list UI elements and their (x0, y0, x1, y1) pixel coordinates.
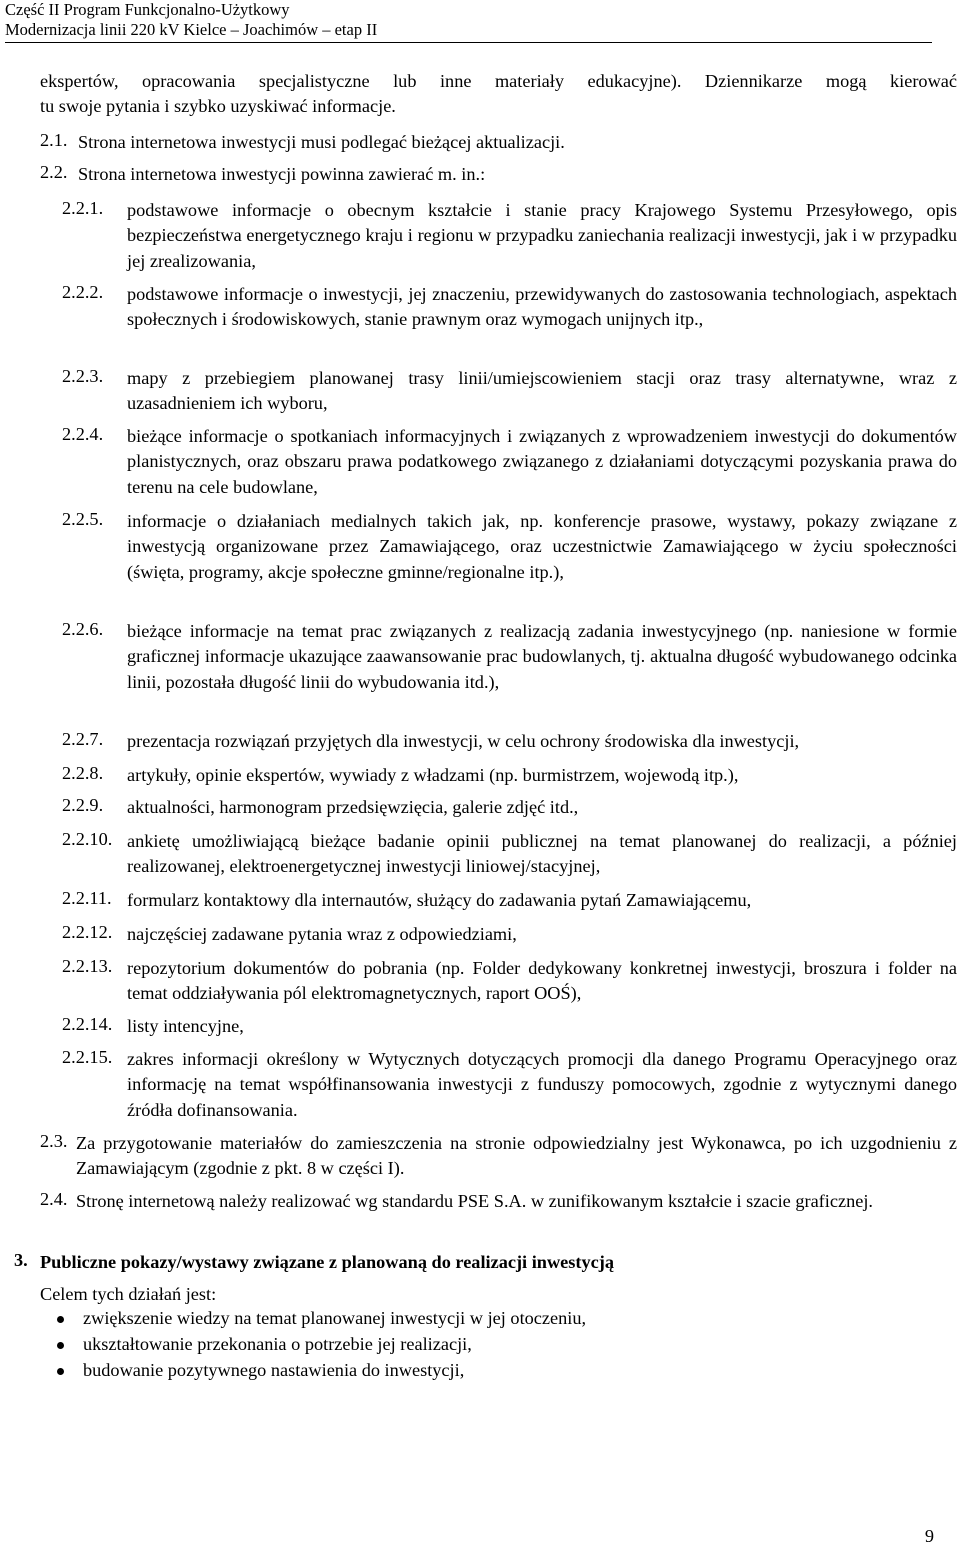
item-text: Strona internetowa inwestycji musi podlegać bieżącej aktualizacji. (78, 132, 565, 152)
subitem-number: 2.2.11. (62, 888, 112, 908)
intro-line-2: tu swoje pytania i szybko uzyskiwać informacje. (40, 96, 396, 116)
subitem-number: 2.2.2. (62, 282, 104, 302)
item-text: Za przygotowanie materiałów do zamieszczenia na stronie odpowiedzialny jest Wykonawca, po ich uzgodnieniu z Zamawiającym (zgodnie z pkt. 8 w części I). (76, 1133, 957, 1179)
subitem-number: 2.2.13. (62, 956, 113, 976)
subitem-text: aktualności, harmonogram przedsięwzięcia, galerie zdjęć itd., (127, 797, 579, 817)
bullet-icon (57, 1342, 64, 1349)
subitem-text: podstawowe informacje o obecnym kształcie i stanie pracy Krajowego Systemu Przesyłowego, opis bezpieczeństwa energetycznego kraju i regionu w przypadku zaniechania realizacji inwestycji, jak i w przypadku jej zrealizowania, (127, 200, 957, 271)
subitem-text: formularz kontaktowy dla internautów, służący do zadawania pytań Zamawiającemu, (127, 890, 752, 910)
subitem-number: 2.2.1. (62, 198, 104, 218)
header-part-title: Część II Program Funkcjonalno-Użytkowy (5, 0, 290, 19)
bullet-item: zwiększenie wiedzy na temat planowanej inwestycji w jej otoczeniu, (83, 1308, 587, 1328)
subitem-number: 2.2.15. (62, 1047, 113, 1067)
subitem-text: listy intencyjne, (127, 1016, 244, 1036)
bullet-item: ukształtowanie przekonania o potrzebie jej realizacji, (83, 1334, 472, 1354)
section-number: 3. (14, 1250, 28, 1270)
page-number: 9 (924, 1526, 934, 1546)
bullet-icon (57, 1368, 64, 1375)
header-project-title: Modernizacja linii 220 kV Kielce – Joachimów – etap II (5, 20, 378, 39)
subitem-number: 2.2.6. (62, 619, 104, 639)
section-lead: Celem tych działań jest: (40, 1284, 217, 1304)
subitem-text: mapy z przebiegiem planowanej trasy linii/umiejscowieniem stacji oraz trasy alternatywne, wraz z uzasadnieniem ich wyboru, (127, 368, 957, 414)
subitem-text: artykuły, opinie ekspertów, wywiady z władzami (np. burmistrzem, wojewodą itp.), (127, 765, 739, 785)
intro-line-1: ekspertów, opracowania specjalistyczne lub inne materiały edukacyjne). Dziennikarze mogą kierować (40, 71, 957, 91)
item-number: 2.4. (40, 1189, 68, 1209)
subitem-number: 2.2.14. (62, 1014, 113, 1034)
item-text: Stronę internetową należy realizować wg standardu PSE S.A. w zunifikowanym kształcie i szacie graficznej. (76, 1191, 873, 1211)
subitem-number: 2.2.7. (62, 729, 104, 749)
subitem-number: 2.2.5. (62, 509, 104, 529)
subitem-number: 2.2.8. (62, 763, 104, 783)
item-number: 2.1. (40, 130, 68, 150)
page-header (5, 0, 932, 43)
subitem-text: najczęściej zadawane pytania wraz z odpowiedziami, (127, 924, 517, 944)
subitem-text: prezentacja rozwiązań przyjętych dla inwestycji, w celu ochrony środowiska dla inwestycji, (127, 731, 800, 751)
item-number: 2.3. (40, 1131, 68, 1151)
subitem-number: 2.2.4. (62, 424, 104, 444)
subitem-number: 2.2.12. (62, 922, 113, 942)
subitem-number: 2.2.3. (62, 366, 104, 386)
item-number: 2.2. (40, 162, 68, 182)
subitem-text: podstawowe informacje o inwestycji, jej znaczeniu, przewidywanych do zastosowania technologiach, aspektach społecznych i środowiskowych, stanie prawnym oraz wymogach unijnych itp., (127, 284, 957, 330)
bullet-item: budowanie pozytywnego nastawienia do inwestycji, (83, 1360, 465, 1380)
bullet-icon (57, 1316, 64, 1323)
subitem-text: informacje o działaniach medialnych takich jak, np. konferencje prasowe, wystawy, pokazy związane z inwestycją organizowane przez Zamawiającego, oraz uczestnictwie Zamawiającego w życiu społeczności (święta, programy, akcje społeczne gminne/regionalne itp.), (127, 511, 957, 582)
subitem-number: 2.2.10. (62, 829, 113, 849)
subitem-text: zakres informacji określony w Wytycznych dotyczących promocji dla danego Programu Operacyjnego oraz informację na temat współfinansowania inwestycji z funduszy pomocowych, zgodnie z wytycznymi danego źródła dofinansowania. (127, 1049, 957, 1120)
subitem-text: bieżące informacje na temat prac związanych z realizacją zadania inwestycyjnego (np. naniesione w formie graficznej informacje ukazujące zaawansowanie prac budowlanych, tj. aktualna długość wybudowanego odcinka linii, pozostała długość linii do wybudowania itd.), (127, 621, 957, 692)
subitem-text: repozytorium dokumentów do pobrania (np. Folder dedykowany konkretnej inwestycji, broszura i folder na temat oddziaływania pól elektromagnetycznych, raport OOŚ), (127, 958, 957, 1004)
intro-paragraph (40, 69, 957, 119)
subitem-text: ankietę umożliwiającą bieżące badanie opinii publicznej na temat planowanej do realizacji, a później realizowanej, elektroenergetycznej inwestycji liniowej/stacyjnej, (127, 831, 957, 877)
subitem-number: 2.2.9. (62, 795, 104, 815)
subitem-text: bieżące informacje o spotkaniach informacyjnych i związanych z wprowadzeniem inwestycji do dokumentów planistycznych, oraz obszaru prawa podatkowego związanego z działaniami dotyczącymi pozyskania prawa do terenu na cele budowlane, (127, 426, 957, 497)
section-title: Publiczne pokazy/wystawy związane z planowaną do realizacji inwestycją (40, 1252, 614, 1272)
item-text: Strona internetowa inwestycji powinna zawierać m. in.: (78, 164, 486, 184)
